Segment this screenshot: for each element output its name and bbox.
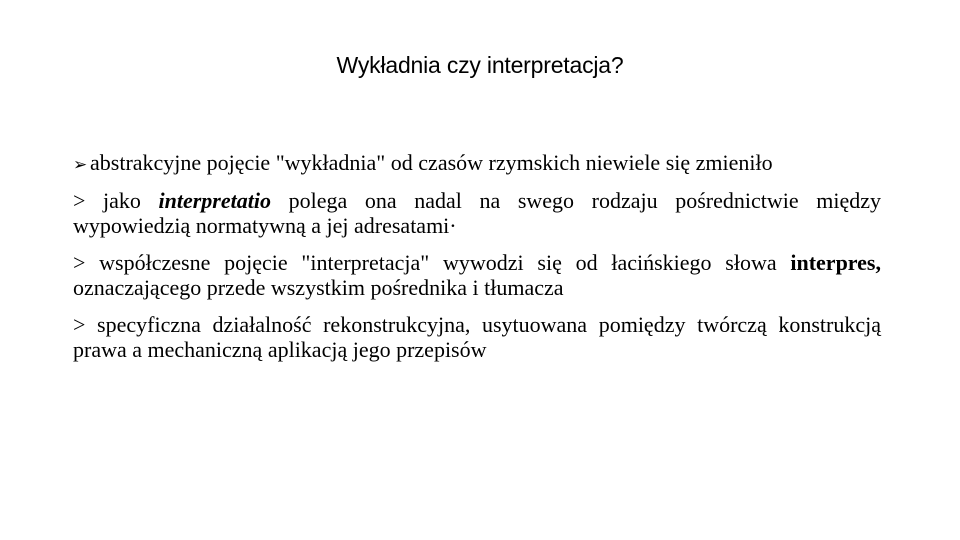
slide-title: Wykładnia czy interpretacja? <box>336 52 624 78</box>
paragraph-1-text: abstrakcyjne pojęcie "wykładnia" od czasów rzymskich niewiele się zmieniło <box>90 150 773 175</box>
paragraph-3-emphasis: interpres, <box>790 250 881 275</box>
paragraph-4-text: > specyficzna działalność rekonstrukcyjna, usytuowana pomiędzy twórczą konstrukcją prawa a mechaniczną aplikacją jego przepisów <box>73 312 881 362</box>
slide-content <box>73 150 881 362</box>
paragraph-3-suffix: oznaczającego przede wszystkim pośrednika i tłumacza <box>73 275 564 300</box>
paragraph-3 <box>73 250 881 300</box>
paragraph-2-prefix: > jako <box>73 188 159 213</box>
paragraph-4 <box>73 312 881 362</box>
paragraph-2-emphasis: interpretatio <box>158 188 271 213</box>
paragraph-3-prefix: > współczesne pojęcie "interpretacja" wywodzi się od łacińskiego słowa <box>73 250 791 275</box>
arrow-bullet-icon: ➢ <box>73 155 88 175</box>
paragraph-2-suffix: polega ona nadal na swego rodzaju pośrednictwie między wypowiedzią normatywną a jej adresatami· <box>73 188 881 238</box>
paragraph-1 <box>73 150 881 176</box>
paragraph-2 <box>73 188 881 238</box>
